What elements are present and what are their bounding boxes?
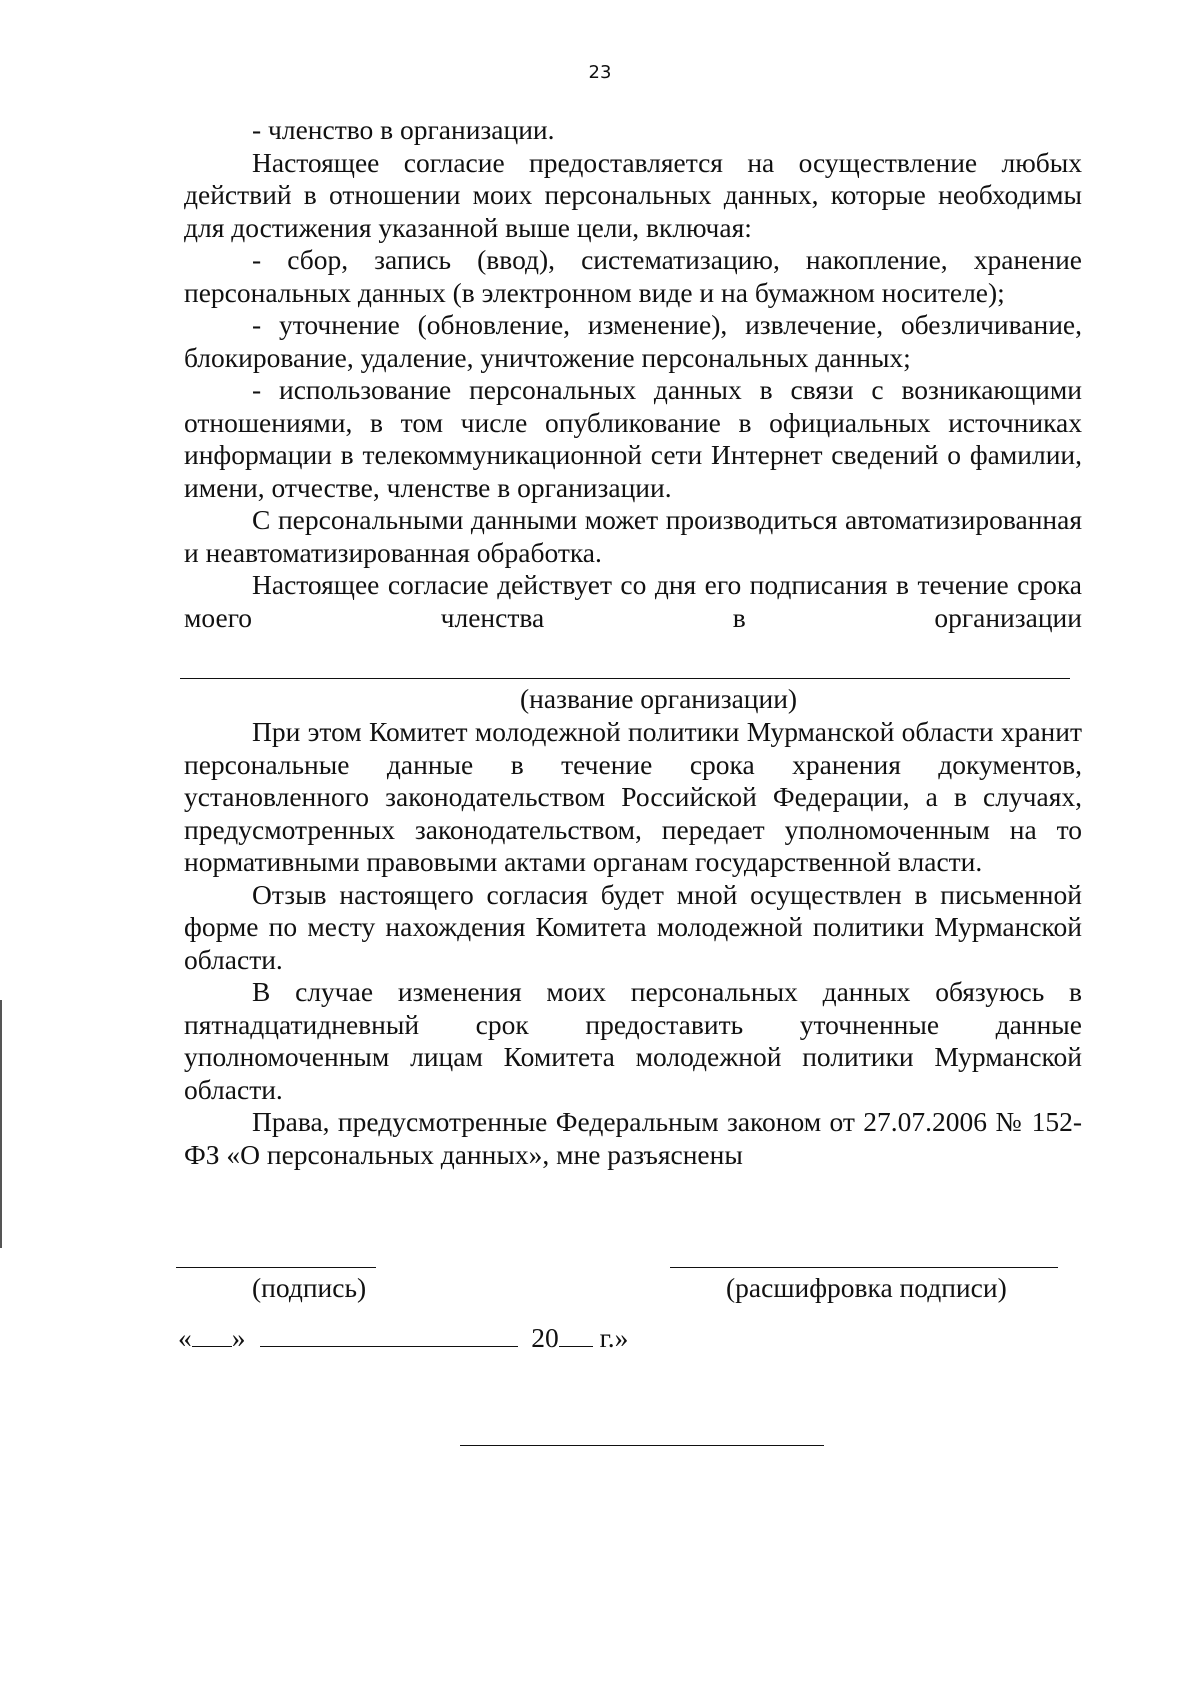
page-number: 23 [588,62,612,83]
date-close-quote: » [231,1322,246,1353]
paragraph-rights-explained: Права, предусмотренные Федеральным законом от 27.07.2006 № 152-ФЗ «О персональных данных», мне разъяснены [184,1106,1082,1170]
date-line [178,1322,628,1354]
signature-line [176,1267,376,1268]
paragraph-consent-scope: Настоящее согласие предоставляется на осуществление любых действий в отношении моих персональных данных, которые необходимы для достижения указанной выше цели, включая: [184,146,1082,243]
year-suffix: г.» [592,1322,629,1353]
signature-caption: (подпись) [252,1272,367,1303]
paragraph-storage: При этом Комитет молодежной политики Мурманской области хранит персональные данные в течение срока хранения документов, установленного законодательством Российской Федерации, а в случаях, предусмотренных законодательством, передает уполномоченным на то нормативными правовыми актами органам государственной власти. [184,716,1082,877]
paragraph-data-change: В случае изменения моих персональных данных обязуюсь в пятнадцатидневный срок предоставить уточненные данные уполномоченным лицам Комитета молодежной политики Мурманской области. [184,976,1082,1105]
paragraph-usage-item: - использование персональных данных в связи с возникающими отношениями, в том числе опубликование в официальных источниках информации в телекоммуникационной сети Интернет сведений о фамилии, имени, отчестве, членстве в организации. [184,374,1082,503]
signature-decoding-caption: (расшифровка подписи) [726,1272,1007,1303]
consent-text-block-2 [184,716,1082,1171]
year-blank [559,1322,593,1347]
paragraph-withdrawal: Отзыв настоящего согласия будет мной осуществлен в письменной форме по месту нахождения Комитета молодежной политики Мурманской области. [184,878,1082,975]
paragraph-clarification-item: - уточнение (обновление, изменение), извлечение, обезличивание, блокирование, удаление, уничтожение персональных данных; [184,309,1082,373]
paragraph-membership-item: - членство в организации. [252,114,555,145]
signature-decoding-line [670,1267,1058,1268]
date-open-quote: « [178,1322,192,1353]
paragraph-collection-item: - сбор, запись (ввод), систематизацию, накопление, хранение персональных данных (в электронном виде и на бумажном носителе); [184,244,1082,308]
day-blank [192,1322,232,1347]
paragraph-validity-term: Настоящее согласие действует со дня его подписания в течение срока моего членства в организации [184,569,1082,633]
organization-name-caption: (название организации) [520,683,798,714]
margin-scan-mark [0,1000,2,1248]
organization-name-line [180,678,1070,679]
paragraph-processing-type: С персональными данными может производиться автоматизированная и неавтоматизированная обработка. [184,504,1082,568]
consent-text-block-1 [184,114,1082,634]
year-prefix: 20 [531,1322,559,1353]
bottom-signature-line [460,1445,824,1446]
month-blank [260,1322,518,1347]
